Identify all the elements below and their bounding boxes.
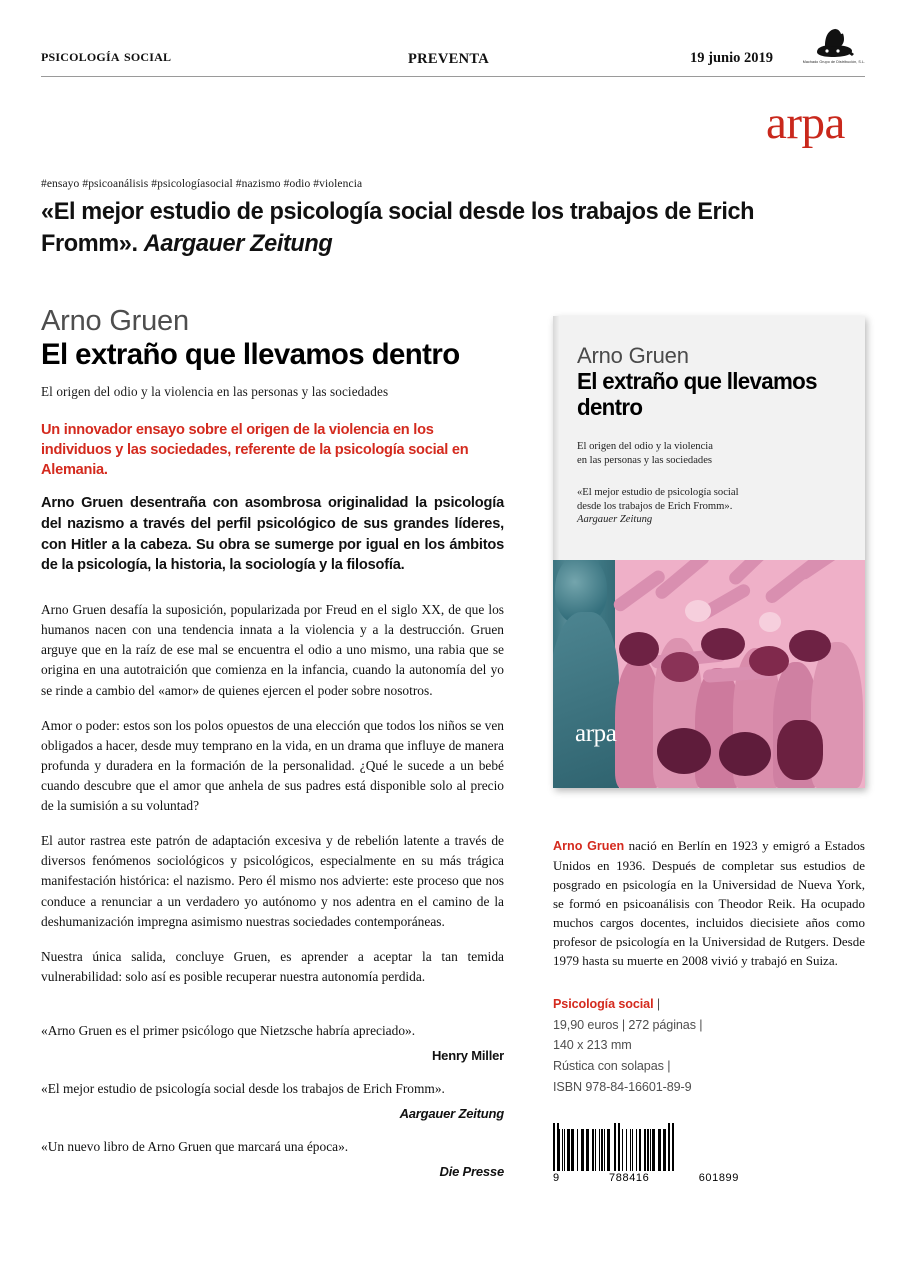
distributor-name: Machado Grupo de Distribución, S.L. (802, 60, 866, 64)
cover-photo-figure-body (553, 612, 619, 788)
press-quote-source: Henry Miller (431, 1048, 504, 1064)
book-specifications (553, 994, 865, 1097)
barcode-digits (553, 1172, 739, 1184)
headline-quote-source: Aargauer Zeitung (143, 230, 333, 258)
book-cover-image (553, 316, 865, 788)
sidebar-column (553, 316, 865, 1184)
cover-quote (577, 486, 851, 527)
cover-quote-line1: «El mejor estudio de psicología social (577, 487, 739, 499)
author-bio (553, 836, 865, 970)
cover-photo-highlight (759, 612, 781, 632)
spec-price-pages: 19,90 euros | 272 páginas | (553, 1017, 703, 1032)
cover-photo-hat (619, 632, 659, 666)
cover-subtitle (577, 440, 851, 467)
barcode-bars (553, 1123, 739, 1171)
body-paragraph: Nuestra única salida, concluye Gruen, es aprender a aceptar la tan temida vulnerabilidad: solo así es posible recuperar nuestra autonomía perdida. (41, 948, 504, 984)
cover-photograph (553, 560, 865, 788)
spec-category-row (553, 994, 865, 1015)
barcode-digit-left: 9 (553, 1172, 560, 1185)
cover-photo-hair (661, 652, 699, 682)
press-quote: «Un nuevo libro de Arno Gruen que marcará una época». (41, 1139, 349, 1155)
spec-category-separator: | (653, 997, 661, 1012)
press-quote-source: Aargauer Zeitung (399, 1106, 504, 1122)
header-divider (41, 76, 865, 77)
headline-quote-text: «El mejor estudio de psicología social desde los trabajos de Erich Fromm». (41, 198, 755, 258)
cover-photo-clothing (777, 720, 823, 780)
author-bio-text: nació en Berlín en 1923 y emigró a Estados Unidos en 1936. Después de completar sus estudios de posgrado en psicología en la Universidad de Nueva York, se formó en psicoanálisis con Theodor Reik. Ha ocupado muchos cargos docentes, incluidos diecisiete años como profesor de psicología en la Universidad de Rutgers. Desde 1979 hasta su muerte en 2008 vivió y trabajó en Suiza. (553, 838, 865, 969)
author-bio-name: Arno Gruen (553, 839, 625, 853)
cover-quote-source: Aargauer Zeitung (577, 514, 653, 526)
spec-dimensions: 140 x 213 mm (553, 1038, 632, 1053)
press-quote-source: Die Presse (439, 1164, 504, 1180)
body-paragraph: Amor o poder: estos son los polos opuestos de una elección que todos los niños se ven obligados a hacer, desde muy temprano en la vida, en un drama que influye de manera profunda y duradera en la formación de la personalidad. ¿Qué le sucede a un bebé cuando descubre que el amor que anhela de sus padres está disponible solo al precio de la sumisión a su voluntad? (41, 717, 504, 814)
press-quote: «Arno Gruen es el primer psicólogo que Nietzsche habría apreciado». (41, 1023, 416, 1039)
barcode-digit-group1: 788416 (609, 1172, 650, 1185)
cover-text-block (577, 344, 851, 527)
book-author: Arno Gruen (41, 305, 189, 337)
body-paragraph: Arno Gruen desafía la suposición, popularizada por Freud en el siglo XX, de que los humanos nacen con una tendencia innata a la violencia y a la destrucción. Gruen arguye que en la raíz de ese mal se encuentra el odio a uno mismo, una rabia que se origina en una autotraición que comienza en la infancia, cuando la autonomía del yo se rinde a cambio del «amor» de quienes ejercen el poder sobre nosotros. (41, 602, 504, 698)
cover-author: Arno Gruen (577, 343, 689, 368)
cover-quote-line2: desde los trabajos de Erich Fromm». (577, 500, 733, 512)
press-quote: «El mejor estudio de psicología social desde los trabajos de Erich Fromm». (41, 1081, 445, 1097)
arpa-brand-logo: arpa (766, 97, 845, 149)
cover-subtitle-line1: El origen del odio y la violencia (577, 441, 713, 453)
cover-photo-highlight (685, 600, 711, 622)
spec-category: Psicología social (553, 997, 654, 1012)
cover-photo-hair (749, 646, 789, 676)
isbn-barcode (553, 1123, 739, 1184)
spec-binding: Rústica con solapas | (553, 1059, 671, 1074)
cover-photo-arm (795, 560, 859, 582)
hat-icon (811, 26, 857, 60)
headline-quote (41, 196, 799, 261)
barcode-digit-group2: 601899 (698, 1172, 739, 1185)
cover-title: El extraño que llevamos dentro (577, 367, 817, 420)
lead-paragraph-bold: Arno Gruen desentraña con asombrosa originalidad la psicología del nazismo a través del perfil psicológico de sus grandes líderes, con Hitler a la cabeza. Su obra se sumerge por igual en los ámbitos de la psicología, la historia, la sociología y la filosofía. (41, 495, 504, 574)
cover-photo-hair (789, 630, 831, 662)
header-status-badge: PREVENTA (408, 51, 490, 67)
book-subtitle: El origen del odio y la violencia en las personas y las sociedades (41, 383, 389, 399)
cover-subtitle-line2: en las personas y las sociedades (577, 454, 713, 466)
cover-photo-flowers (657, 728, 711, 774)
body-paragraph: El autor rastrea este patrón de adaptación excesiva y de rebelión latente a través de diversos fenómenos sociológicos y psicológicos, especialmente en su más trágica manifestación histórica: el nazismo. Pero él mismo nos advierte: este proceso que nos conduce a renunciar a un verdadero yo autónomo y nos adentra en el camino de la deshumanización impregna asimismo nuestras sociedades contemporáneas. (41, 833, 504, 929)
lead-paragraph-red: Un innovador ensayo sobre el origen de la violencia en los individuos y las sociedades, referente de la psicología social en Alemania. (41, 421, 469, 479)
header-category: psicología social (41, 46, 172, 65)
hashtag-list: #ensayo #psicoanálisis #psicologíasocial #nazismo #odio #violencia (41, 178, 363, 190)
main-content-column (41, 306, 504, 1179)
cover-imprint-logo: arpa (575, 720, 617, 747)
cover-photo-flowers (719, 732, 771, 776)
book-title: El extraño que llevamos dentro (41, 338, 460, 372)
header-date: 19 junio 2019 (690, 50, 773, 66)
distributor-logo (803, 26, 865, 78)
spec-isbn: ISBN 978-84-16601-89-9 (553, 1079, 692, 1094)
cover-photo-hat (701, 628, 745, 660)
